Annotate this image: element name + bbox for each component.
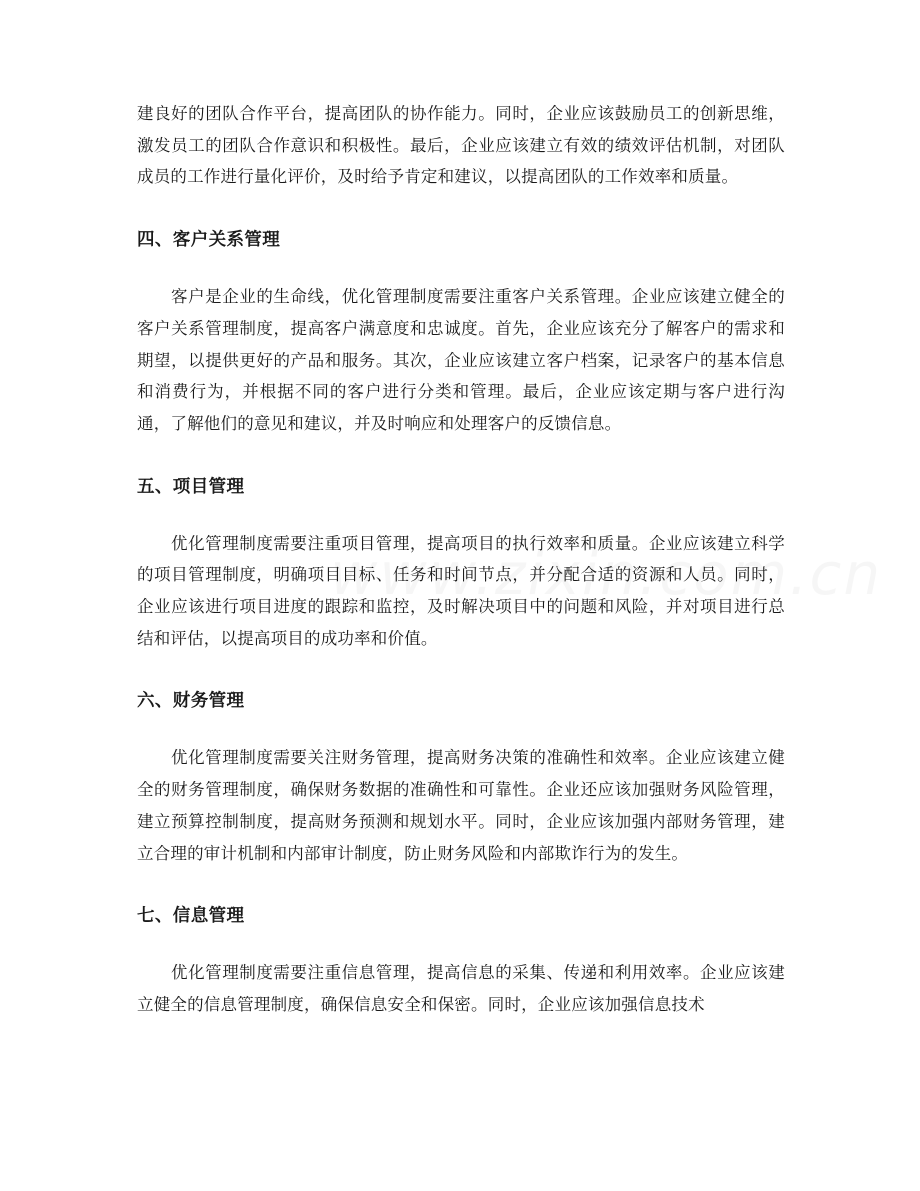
paragraph-team-continued: 建良好的团队合作平台，提高团队的协作能力。同时，企业应该鼓励员工的创新思维，激发员工的团队合作意识和积极性。最后，企业应该建立有效的绩效评估机制，对团队成员的工作进行量化评价，及时给予肯定和建议，以提高团队的工作效率和质量。 — [137, 104, 785, 187]
document-body — [137, 98, 785, 1021]
paragraph-customer-relations: 客户是企业的生命线，优化管理制度需要注重客户关系管理。企业应该建立健全的客户关系管理制度，提高客户满意度和忠诚度。首先，企业应该充分了解客户的需求和期望，以提供更好的产品和服务。其次，企业应该建立客户档案，记录客户的基本信息和消费行为，并根据不同的客户进行分类和管理。最后，企业应该定期与客户进行沟通，了解他们的意见和建议，并及时响应和处理客户的反馈信息。 — [137, 287, 785, 433]
heading-project-management: 五、项目管理 — [137, 476, 245, 497]
paragraph-financial-management: 优化管理制度需要关注财务管理，提高财务决策的准确性和效率。企业应该建立健全的财务管理制度，确保财务数据的准确性和可靠性。企业还应该加强财务风险管理，建立预算控制制度，提高财务预测和规划水平。同时，企业应该加强内部财务管理，建立合理的审计机制和内部审计制度，防止财务风险和内部欺诈行为的发生。 — [137, 748, 785, 863]
paragraph-information-management: 优化管理制度需要注重信息管理，提高信息的采集、传递和利用效率。企业应该建立健全的信息管理制度，确保信息安全和保密。同时，企业应该加强信息技术 — [137, 963, 785, 1014]
heading-information-management: 七、信息管理 — [137, 906, 245, 927]
paragraph-project-management: 优化管理制度需要注重项目管理，提高项目的执行效率和质量。企业应该建立科学的项目管理制度，明确项目目标、任务和时间节点，并分配合适的资源和人员。同时，企业应该进行项目进度的跟踪和监控，及时解决项目中的问题和风险，并对项目进行总结和评估，以提高项目的成功率和价值。 — [137, 533, 785, 648]
heading-financial-management: 六、财务管理 — [137, 691, 245, 712]
heading-customer-relations: 四、客户关系管理 — [137, 230, 281, 251]
